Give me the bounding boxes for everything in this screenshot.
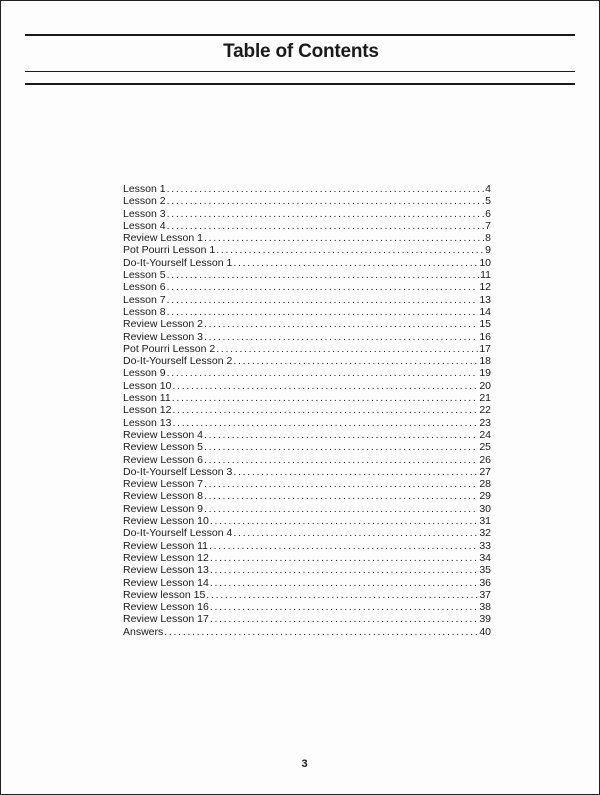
toc-entry-page: 23 xyxy=(479,416,491,429)
dot-leader xyxy=(210,613,479,625)
dot-leader xyxy=(172,392,479,404)
dot-leader xyxy=(216,343,478,355)
toc-entry-page: 29 xyxy=(479,490,491,503)
toc-entry xyxy=(123,552,491,564)
toc-entry-label: Lesson 3 xyxy=(123,207,166,220)
toc-entry-page: 7 xyxy=(485,219,491,232)
toc-entry-page: 21 xyxy=(479,392,491,405)
header-rule-bottom xyxy=(25,83,575,85)
dot-leader xyxy=(233,466,478,478)
toc-entry-label: Lesson 7 xyxy=(123,293,166,306)
toc-entry-page: 26 xyxy=(479,453,491,466)
toc-entry xyxy=(123,515,491,527)
dot-leader xyxy=(204,441,478,453)
toc-entry-page: 39 xyxy=(479,613,491,626)
toc-entry-label: Do-It-Yourself Lesson 3 xyxy=(123,465,233,478)
toc-entry-page: 18 xyxy=(479,355,491,368)
toc-entry xyxy=(123,540,491,552)
toc-entry-page: 37 xyxy=(479,588,491,601)
toc-entry-label: Lesson 2 xyxy=(123,195,166,208)
toc-entry-label: Review lesson 15 xyxy=(123,588,206,601)
toc-entry-page: 22 xyxy=(479,404,491,417)
toc-entry-page: 10 xyxy=(479,256,491,269)
toc-entry-label: Review Lesson 10 xyxy=(123,515,209,528)
dot-leader xyxy=(167,220,485,232)
toc-entry xyxy=(123,527,491,539)
toc-entry-page: 25 xyxy=(479,441,491,454)
toc-entry xyxy=(123,232,491,244)
dot-leader xyxy=(233,527,478,539)
toc-entry-page: 33 xyxy=(479,539,491,552)
dot-leader xyxy=(210,564,479,576)
toc-entry-label: Review Lesson 12 xyxy=(123,551,209,564)
toc-entry xyxy=(123,244,491,256)
toc-entry-label: Pot Pourri Lesson 2 xyxy=(123,342,216,355)
toc-entry-page: 14 xyxy=(479,305,491,318)
dot-leader xyxy=(209,540,478,552)
toc-entry xyxy=(123,404,491,416)
dot-leader xyxy=(210,577,479,589)
toc-entry xyxy=(123,294,491,306)
toc-entry-page: 5 xyxy=(485,195,491,208)
toc-entry-page: 19 xyxy=(479,367,491,380)
toc-entry-page: 38 xyxy=(479,601,491,614)
toc-entry xyxy=(123,367,491,379)
toc-entry-page: 4 xyxy=(485,183,491,195)
toc-entry-page: 13 xyxy=(479,293,491,306)
toc-entry xyxy=(123,281,491,293)
toc-entry-label: Lesson 13 xyxy=(123,416,172,429)
toc-entry-label: Review Lesson 4 xyxy=(123,428,203,441)
toc-entry-label: Lesson 10 xyxy=(123,379,172,392)
toc-entry xyxy=(123,343,491,355)
toc-entry-page: 8 xyxy=(485,232,491,245)
toc-entry-page: 30 xyxy=(479,502,491,515)
toc-entry-label: Pot Pourri Lesson 1 xyxy=(123,244,216,257)
dot-leader xyxy=(204,478,478,490)
toc-entry xyxy=(123,355,491,367)
toc-entry-label: Review Lesson 9 xyxy=(123,502,203,515)
toc-entry-label: Review Lesson 7 xyxy=(123,478,203,491)
dot-leader xyxy=(204,454,478,466)
toc-entry xyxy=(123,331,491,343)
toc-entry-label: Lesson 4 xyxy=(123,219,166,232)
toc-entry xyxy=(123,429,491,441)
toc-entry xyxy=(123,589,491,601)
dot-leader xyxy=(167,367,479,379)
page-number: 3 xyxy=(301,758,308,770)
toc-entry xyxy=(123,195,491,207)
toc-entry xyxy=(123,220,491,232)
toc-entry-page: 31 xyxy=(479,515,491,528)
toc-entry-page: 15 xyxy=(479,318,491,331)
dot-leader xyxy=(172,417,478,429)
header-rule-middle xyxy=(25,71,575,72)
toc-entry-label: Do-It-Yourself Lesson 1 xyxy=(123,256,233,269)
toc-entry xyxy=(123,454,491,466)
toc-entry-page: 17 xyxy=(479,342,491,355)
toc-entry-page: 27 xyxy=(479,465,491,478)
dot-leader xyxy=(204,331,478,343)
dot-leader xyxy=(216,244,484,256)
toc-entry-label: Review Lesson 1 xyxy=(123,232,203,245)
dot-leader xyxy=(167,208,485,220)
dot-leader xyxy=(204,490,478,502)
toc-entry xyxy=(123,392,491,404)
toc-entry-page: 28 xyxy=(479,478,491,491)
header-rule-top xyxy=(25,34,575,36)
dot-leader xyxy=(167,294,479,306)
dot-leader xyxy=(167,269,479,281)
toc-entry-label: Review Lesson 14 xyxy=(123,576,209,589)
toc-entry xyxy=(123,564,491,576)
toc-entry-label: Do-It-Yourself Lesson 4 xyxy=(123,527,233,540)
dot-leader xyxy=(172,404,478,416)
toc-entry xyxy=(123,318,491,330)
toc-entry-label: Answers xyxy=(123,625,164,638)
toc-entry-label: Lesson 11 xyxy=(123,392,171,405)
toc-entry xyxy=(123,601,491,613)
toc-entry-label: Do-It-Yourself Lesson 2 xyxy=(123,355,233,368)
page-title: Table of Contents xyxy=(223,41,379,62)
toc-entry xyxy=(123,503,491,515)
toc-entry xyxy=(123,577,491,589)
dot-leader xyxy=(204,429,478,441)
dot-leader xyxy=(206,589,478,601)
dot-leader xyxy=(233,355,478,367)
toc-entry-page: 20 xyxy=(479,379,491,392)
toc-entry-page: 34 xyxy=(479,551,491,564)
toc-entry-page: 16 xyxy=(479,330,491,343)
toc-entry-label: Review Lesson 5 xyxy=(123,441,203,454)
toc-entry-page: 35 xyxy=(479,564,491,577)
toc-entry-page: 32 xyxy=(479,527,491,540)
dot-leader xyxy=(167,281,479,293)
toc-entry xyxy=(123,466,491,478)
dot-leader xyxy=(204,503,478,515)
dot-leader xyxy=(210,601,479,613)
toc-entry xyxy=(123,441,491,453)
toc-entry-label: Lesson 12 xyxy=(123,404,172,417)
toc-entry-page: 11 xyxy=(480,269,491,282)
toc-entry-page: 36 xyxy=(479,576,491,589)
toc-entry-label: Review Lesson 13 xyxy=(123,564,209,577)
toc-entry xyxy=(123,380,491,392)
toc-entry-label: Lesson 5 xyxy=(123,269,166,282)
toc-entry-label: Lesson 8 xyxy=(123,305,166,318)
toc-entry xyxy=(123,208,491,220)
dot-leader xyxy=(172,380,478,392)
toc-entry xyxy=(123,306,491,318)
toc-entry xyxy=(123,626,491,638)
toc-entry-page: 24 xyxy=(479,428,491,441)
toc-entry xyxy=(123,417,491,429)
toc-entry-label: Review Lesson 16 xyxy=(123,601,209,614)
dot-leader xyxy=(233,257,478,269)
toc-entry-page: 12 xyxy=(479,281,491,294)
table-of-contents xyxy=(123,183,491,638)
toc-entry xyxy=(123,490,491,502)
dot-leader xyxy=(167,183,485,195)
dot-leader xyxy=(210,552,479,564)
toc-entry-label: Lesson 1 xyxy=(123,183,166,195)
toc-entry-label: Review Lesson 11 xyxy=(123,539,209,552)
dot-leader xyxy=(204,318,478,330)
toc-entry-page: 40 xyxy=(479,625,491,638)
toc-entry xyxy=(123,269,491,281)
dot-leader xyxy=(167,195,485,207)
toc-entry-label: Review Lesson 6 xyxy=(123,453,203,466)
dot-leader xyxy=(210,515,479,527)
dot-leader xyxy=(164,626,478,638)
dot-leader xyxy=(204,232,484,244)
dot-leader xyxy=(167,306,479,318)
toc-entry-label: Review Lesson 8 xyxy=(123,490,203,503)
toc-entry xyxy=(123,257,491,269)
toc-entry xyxy=(123,613,491,625)
toc-entry-page: 6 xyxy=(485,207,491,220)
toc-entry-label: Review Lesson 3 xyxy=(123,330,203,343)
toc-entry-label: Review Lesson 17 xyxy=(123,613,209,626)
toc-entry xyxy=(123,478,491,490)
toc-entry-label: Lesson 9 xyxy=(123,367,166,380)
toc-entry-page: 9 xyxy=(485,244,491,257)
toc-entry-label: Lesson 6 xyxy=(123,281,166,294)
toc-entry-label: Review Lesson 2 xyxy=(123,318,203,331)
toc-entry xyxy=(123,183,491,195)
